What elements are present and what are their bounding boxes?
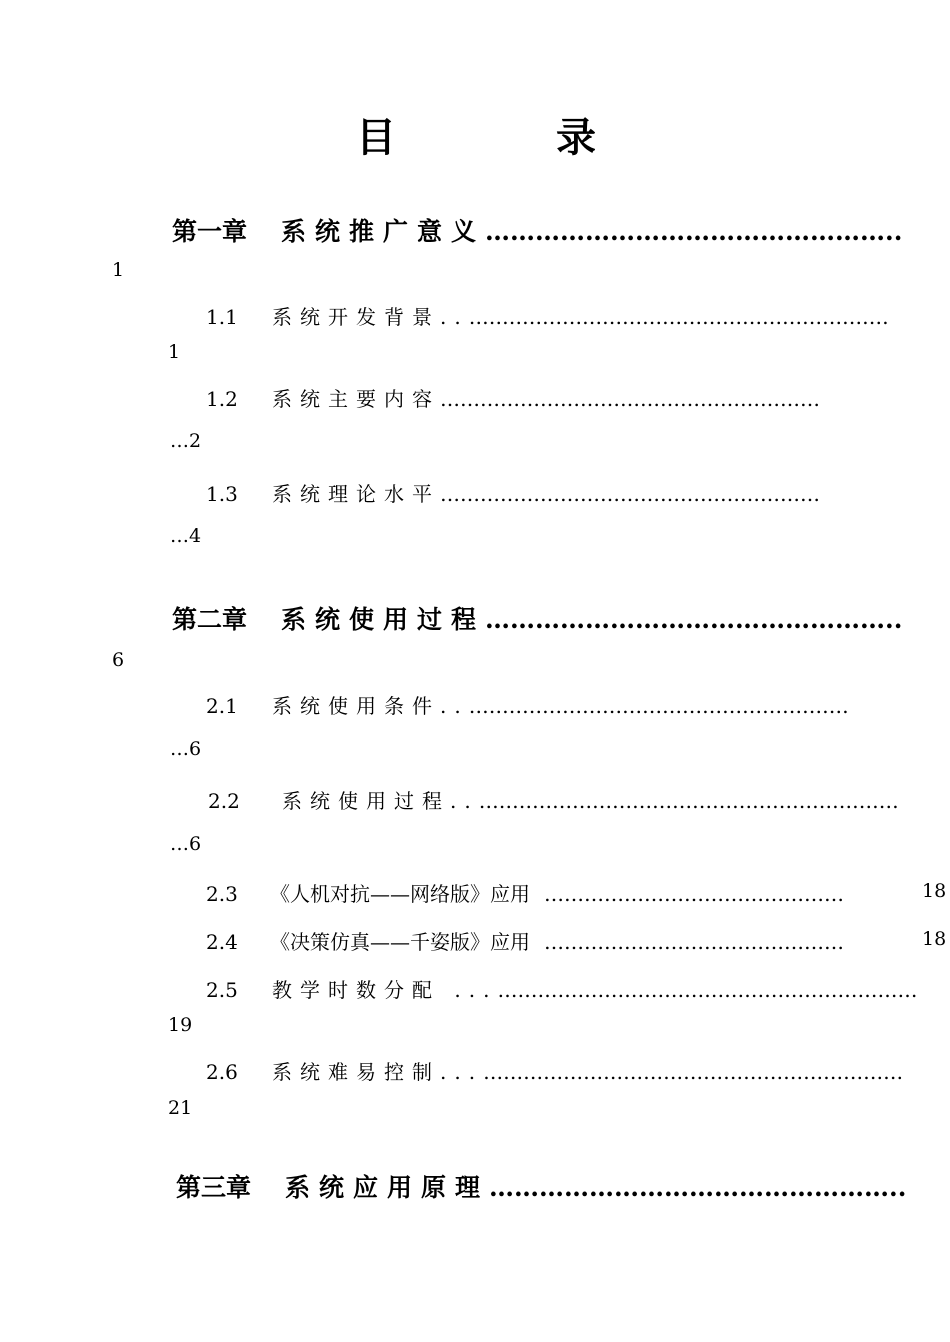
toc-title-part2: 录 [556, 114, 596, 161]
toc-section-1-2[interactable] [206, 383, 820, 412]
section-page-number: …2 [170, 430, 202, 452]
section-name: 系统使用条件.. [272, 694, 469, 718]
section-number: 2.6 [206, 1060, 238, 1084]
section-number: 2.5 [206, 978, 238, 1002]
section-name: 系统难易控制... [272, 1060, 484, 1084]
section-page-number: 19 [168, 1014, 193, 1036]
section-number: 2.3 [206, 882, 238, 906]
toc-section-2-6[interactable] [206, 1056, 903, 1085]
chapter-leader-dots: ………………………………………….. [489, 1173, 907, 1202]
section-page-number: …4 [170, 525, 202, 547]
section-number: 1.1 [206, 305, 238, 329]
section-number: 2.1 [206, 694, 238, 718]
chapter-name: 系统应用原理 [285, 1173, 490, 1202]
chapter-name: 系统推广意义 [281, 217, 486, 246]
section-number: 1.2 [206, 387, 238, 411]
section-number: 1.3 [206, 482, 238, 506]
section-name: 《决策仿真——千姿版》应用 [270, 930, 530, 954]
section-name: 系统主要内容 [272, 387, 440, 411]
section-leader-dots: ………………………………………………… [440, 482, 820, 506]
section-name: 《人机对抗——网络版》应用 [270, 882, 530, 906]
section-number: 2.2 [208, 789, 240, 813]
toc-section-2-1[interactable] [206, 690, 849, 719]
section-leader-dots: ……………………………………………………… [497, 978, 918, 1002]
section-page-number: …6 [170, 738, 202, 760]
section-name: 系统开发背景.. [272, 305, 469, 329]
toc-section-2-2[interactable] [208, 785, 899, 814]
section-page-number: …6 [170, 833, 202, 855]
toc-section-2-5[interactable] [206, 974, 917, 1003]
chapter-page-number: 1 [112, 259, 125, 281]
section-name: 教学时数分配 ... [272, 978, 498, 1002]
toc-section-1-1[interactable] [206, 301, 889, 330]
section-page-number: 18 [922, 928, 947, 950]
chapter-page-number: 6 [112, 649, 125, 671]
section-name: 系统理论水平 [272, 482, 440, 506]
section-leader-dots: ……………………………………………………… [483, 1060, 904, 1084]
toc-section-1-3[interactable] [206, 478, 820, 507]
section-page-number: 21 [168, 1097, 193, 1119]
section-number: 2.4 [206, 930, 238, 954]
section-leader-dots: ……………………………………………………… [468, 305, 889, 329]
chapter-label: 第三章 [176, 1173, 252, 1202]
section-leader-dots: ………………………………………………… [440, 387, 820, 411]
section-leader-dots: ……………………………………… [544, 882, 844, 906]
toc-section-2-3[interactable] [206, 878, 844, 907]
section-page-number: 18 [922, 880, 947, 902]
section-leader-dots: ……………………………………………………… [478, 789, 899, 813]
toc-chapter-3[interactable] [176, 1168, 906, 1204]
chapter-leader-dots: ………………………………………….. [485, 217, 903, 246]
toc-section-2-4[interactable] [206, 926, 844, 955]
chapter-label: 第二章 [172, 605, 248, 634]
toc-chapter-2[interactable] [172, 600, 902, 636]
toc-chapter-1[interactable] [172, 212, 902, 248]
section-leader-dots: ……………………………………… [544, 930, 844, 954]
chapter-name: 系统使用过程 [281, 605, 486, 634]
section-leader-dots: ………………………………………………… [468, 694, 849, 718]
chapter-leader-dots: ………………………………………….. [485, 605, 903, 634]
section-name: 系统使用过程.. [282, 789, 479, 813]
section-page-number: 1 [168, 341, 181, 363]
chapter-label: 第一章 [172, 217, 248, 246]
toc-title-part1: 目 [356, 114, 396, 161]
